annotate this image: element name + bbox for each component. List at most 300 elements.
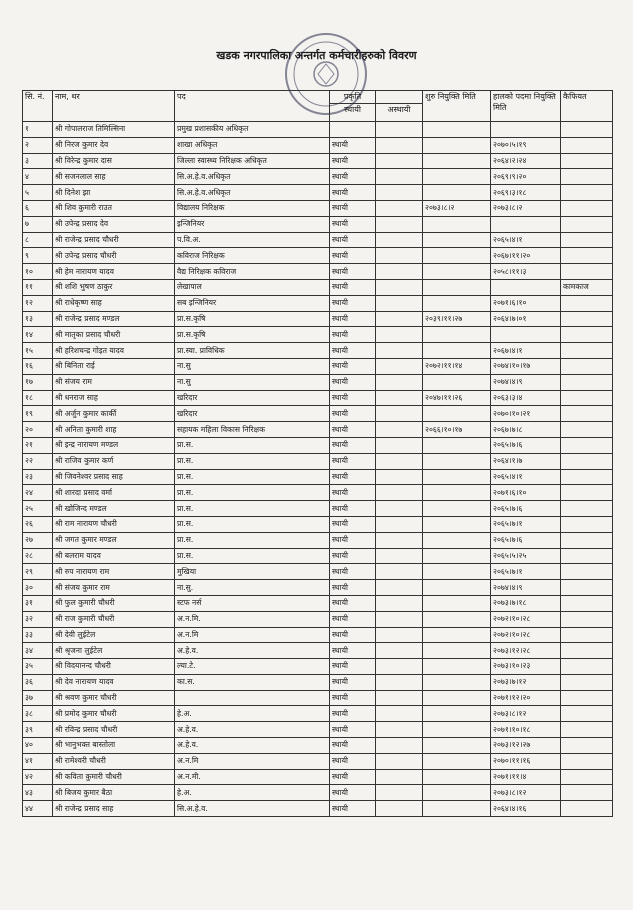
cell-permanent: स्थायी (330, 643, 376, 659)
cell-serial: १४ (23, 327, 53, 343)
cell-name: श्री निरज कुमार देव (53, 137, 175, 153)
cell-serial: २१ (23, 437, 53, 453)
table-row (23, 343, 613, 359)
cell-remarks (561, 295, 613, 311)
cell-remarks (561, 200, 613, 216)
cell-post: का.स. (175, 674, 330, 690)
cell-serial: १५ (23, 343, 53, 359)
table-row (23, 580, 613, 596)
table-row (23, 548, 613, 564)
cell-first-appointment (423, 327, 491, 343)
cell-temporary (376, 564, 423, 580)
cell-current-post-appointment (491, 327, 561, 343)
cell-post: अ.न.मि (175, 753, 330, 769)
cell-temporary (376, 469, 423, 485)
cell-temporary (376, 548, 423, 564)
table-row (23, 785, 613, 801)
table-row (23, 437, 613, 453)
cell-post: प्रा.स. (175, 548, 330, 564)
cell-serial: ३७ (23, 690, 53, 706)
header-first-appointment: शुरु नियुक्ति मिति (423, 91, 491, 122)
cell-permanent: स्थायी (330, 564, 376, 580)
cell-current-post-appointment: २०६९।९।२० (491, 169, 561, 185)
cell-temporary (376, 248, 423, 264)
cell-temporary (376, 532, 423, 548)
table-row (23, 169, 613, 185)
cell-current-post-appointment: २०७३।७।१२ (491, 674, 561, 690)
cell-current-post-appointment: २०६५।४।१ (491, 469, 561, 485)
cell-name: श्री बिजय कुमार बैठा (53, 785, 175, 801)
cell-name: श्री राजिव कुमार कर्ण (53, 453, 175, 469)
cell-first-appointment (423, 264, 491, 280)
cell-post: सहायक महिला विकास निरिक्षक (175, 422, 330, 438)
cell-permanent: स्थायी (330, 659, 376, 675)
cell-current-post-appointment: २०७१।११।४ (491, 769, 561, 785)
cell-post: प्रा.स. (175, 453, 330, 469)
cell-post: वैद्य निरिक्षक कविराज (175, 264, 330, 280)
cell-remarks (561, 611, 613, 627)
cell-permanent: स्थायी (330, 406, 376, 422)
cell-remarks (561, 137, 613, 153)
cell-serial: २४ (23, 485, 53, 501)
cell-current-post-appointment: २०६५।७।१ (491, 564, 561, 580)
cell-permanent (330, 122, 376, 138)
cell-permanent: स्थायी (330, 769, 376, 785)
cell-post: प्रा.स. (175, 516, 330, 532)
cell-post: प्रा.स. (175, 469, 330, 485)
cell-name: श्री जगत कुमार मण्डल (53, 532, 175, 548)
header-name: नाम, थर (53, 91, 175, 122)
cell-permanent: स्थायी (330, 279, 376, 295)
cell-remarks (561, 690, 613, 706)
cell-name: श्री राजेन्द्र प्रसाद मण्डल (53, 311, 175, 327)
cell-name: श्री बलराम यादव (53, 548, 175, 564)
cell-temporary (376, 327, 423, 343)
table-row (23, 501, 613, 517)
cell-current-post-appointment: २०६७।७।८ (491, 422, 561, 438)
cell-serial: ३५ (23, 659, 53, 675)
cell-current-post-appointment: २०७०।१०।२१ (491, 406, 561, 422)
cell-post: प्रा.स. (175, 437, 330, 453)
cell-current-post-appointment: २०७३।८।२ (491, 200, 561, 216)
cell-first-appointment (423, 153, 491, 169)
header-temporary-label: अस्थायी (387, 105, 411, 114)
cell-serial: ३३ (23, 627, 53, 643)
cell-temporary (376, 516, 423, 532)
cell-temporary (376, 643, 423, 659)
cell-post: प्रा.स्वा. प्राविधिक (175, 343, 330, 359)
table-row (23, 453, 613, 469)
cell-name: श्री उपेन्द्र प्रसाद देव (53, 216, 175, 232)
table-row (23, 295, 613, 311)
cell-name: श्री कविता कुमारी चौधरी (53, 769, 175, 785)
cell-post: ना.सु (175, 374, 330, 390)
cell-name: श्री अनिता कुमारी शाह (53, 422, 175, 438)
cell-first-appointment (423, 216, 491, 232)
cell-temporary (376, 485, 423, 501)
cell-current-post-appointment: २०६५।७।६ (491, 501, 561, 517)
cell-permanent: स्थायी (330, 485, 376, 501)
cell-current-post-appointment: २०७४।१०।१७ (491, 358, 561, 374)
cell-first-appointment (423, 706, 491, 722)
cell-current-post-appointment: २०६७।११।२० (491, 248, 561, 264)
cell-name: श्री देवी लुईटेल (53, 627, 175, 643)
table-row (23, 564, 613, 580)
table-row (23, 706, 613, 722)
cell-name: श्री भानुभक्त बास्तोला (53, 738, 175, 754)
cell-first-appointment (423, 769, 491, 785)
cell-remarks (561, 722, 613, 738)
cell-temporary (376, 122, 423, 138)
cell-permanent: स्थायी (330, 437, 376, 453)
page-title: खडक नगरपालिका अन्तर्गत कर्मचारीहरुको विवरण (216, 49, 417, 62)
cell-temporary (376, 722, 423, 738)
cell-permanent: स्थायी (330, 169, 376, 185)
cell-serial: १८ (23, 390, 53, 406)
cell-name: श्री राधेकृष्ण साह (53, 295, 175, 311)
header-remarks: कैफियत (561, 91, 613, 122)
cell-permanent: स्थायी (330, 295, 376, 311)
cell-current-post-appointment: २०६४।४।१६ (491, 801, 561, 817)
cell-current-post-appointment: २०७३।८।१२ (491, 706, 561, 722)
cell-post: ना.सु. (175, 580, 330, 596)
cell-current-post-appointment: २०७३।७।१८ (491, 595, 561, 611)
table-row (23, 216, 613, 232)
cell-remarks (561, 674, 613, 690)
cell-serial: ३६ (23, 674, 53, 690)
cell-first-appointment (423, 185, 491, 201)
cell-post: सि.अ.हे.व. (175, 801, 330, 817)
cell-name: श्री बिनिता राई (53, 358, 175, 374)
cell-temporary (376, 580, 423, 596)
cell-first-appointment (423, 595, 491, 611)
cell-first-appointment (423, 627, 491, 643)
cell-post: हे.अ. (175, 706, 330, 722)
cell-remarks (561, 422, 613, 438)
cell-serial: ३८ (23, 706, 53, 722)
cell-serial: १७ (23, 374, 53, 390)
cell-post: सि.अ.हे.व.अधिकृत (175, 185, 330, 201)
cell-remarks (561, 501, 613, 517)
cell-current-post-appointment: २०७३।१२।२७ (491, 738, 561, 754)
cell-name: श्री विरेन्द्र कुमार दास (53, 153, 175, 169)
cell-remarks (561, 216, 613, 232)
cell-first-appointment (423, 453, 491, 469)
cell-first-appointment (423, 738, 491, 754)
cell-first-appointment (423, 248, 491, 264)
cell-temporary (376, 406, 423, 422)
cell-temporary (376, 279, 423, 295)
cell-serial: ३१ (23, 595, 53, 611)
cell-permanent: स्थायी (330, 216, 376, 232)
cell-name: श्री शारदा प्रसाद वर्मा (53, 485, 175, 501)
cell-remarks (561, 801, 613, 817)
cell-serial: ३४ (23, 643, 53, 659)
cell-serial: ९ (23, 248, 53, 264)
cell-permanent: स्थायी (330, 232, 376, 248)
cell-name: श्री शशि भुषण ठाकुर (53, 279, 175, 295)
table-row (23, 753, 613, 769)
cell-remarks (561, 343, 613, 359)
table-row (23, 122, 613, 138)
cell-serial: ४२ (23, 769, 53, 785)
cell-first-appointment (423, 232, 491, 248)
cell-permanent: स्थायी (330, 516, 376, 532)
cell-temporary (376, 264, 423, 280)
cell-first-appointment (423, 611, 491, 627)
cell-post: मुखिया (175, 564, 330, 580)
cell-permanent: स्थायी (330, 422, 376, 438)
cell-name: श्री संजय कुमार राम (53, 580, 175, 596)
cell-temporary (376, 611, 423, 627)
table-row (23, 722, 613, 738)
cell-permanent: स्थायी (330, 738, 376, 754)
cell-permanent: स्थायी (330, 580, 376, 596)
cell-current-post-appointment: २०७०।५।१९ (491, 137, 561, 153)
cell-permanent: स्थायी (330, 185, 376, 201)
cell-current-post-appointment: २०७२।१०।२८ (491, 611, 561, 627)
cell-first-appointment (423, 437, 491, 453)
cell-first-appointment (423, 279, 491, 295)
cell-current-post-appointment: २०६४।२।२४ (491, 153, 561, 169)
employee-table (22, 90, 613, 817)
table-row (23, 248, 613, 264)
table-row (23, 769, 613, 785)
cell-post: शाखा अधिकृत (175, 137, 330, 153)
cell-name: श्री जिवनेश्वर प्रसाद साह (53, 469, 175, 485)
cell-first-appointment (423, 406, 491, 422)
cell-first-appointment: २०६६।१०।१७ (423, 422, 491, 438)
cell-first-appointment (423, 643, 491, 659)
cell-serial: ४ (23, 169, 53, 185)
cell-serial: ३९ (23, 722, 53, 738)
cell-name: श्री विदयानन्द चौधरी (53, 659, 175, 675)
cell-remarks: कामकाज (561, 279, 613, 295)
cell-serial: ४१ (23, 753, 53, 769)
cell-current-post-appointment: २०६३।३।४ (491, 390, 561, 406)
cell-current-post-appointment: २०६५।४।१ (491, 232, 561, 248)
cell-post: ना.सु (175, 358, 330, 374)
cell-temporary (376, 453, 423, 469)
cell-remarks (561, 564, 613, 580)
cell-permanent: स्थायी (330, 248, 376, 264)
cell-temporary (376, 216, 423, 232)
cell-post: इन्जिनियर (175, 216, 330, 232)
cell-first-appointment: २०७३।८।२ (423, 200, 491, 216)
cell-post: लेखापाल (175, 279, 330, 295)
cell-post: प्रा.स. (175, 532, 330, 548)
cell-permanent: स्थायी (330, 627, 376, 643)
cell-temporary (376, 501, 423, 517)
cell-first-appointment (423, 516, 491, 532)
table-row (23, 532, 613, 548)
cell-post: जिल्ला स्वास्थ्य निरिक्षक अधिकृत (175, 153, 330, 169)
cell-permanent: स्थायी (330, 343, 376, 359)
cell-serial: १६ (23, 358, 53, 374)
cell-post: अ.हे.व. (175, 722, 330, 738)
header-serial: सि. नं. (23, 91, 53, 122)
cell-first-appointment (423, 485, 491, 501)
cell-remarks (561, 264, 613, 280)
cell-name: श्री प्रमोद कुमार चौधरी (53, 706, 175, 722)
cell-serial: १० (23, 264, 53, 280)
cell-first-appointment (423, 501, 491, 517)
cell-permanent: स्थायी (330, 453, 376, 469)
cell-post: प्रा.स. (175, 485, 330, 501)
cell-name: श्री राम नारायण चौधरी (53, 516, 175, 532)
cell-first-appointment (423, 785, 491, 801)
cell-serial: २२ (23, 453, 53, 469)
table-row (23, 311, 613, 327)
cell-remarks (561, 753, 613, 769)
table-row (23, 611, 613, 627)
cell-temporary (376, 627, 423, 643)
cell-current-post-appointment: २०७४।४।९ (491, 374, 561, 390)
header-permanent: स्थायी (344, 105, 361, 114)
cell-temporary (376, 343, 423, 359)
cell-first-appointment (423, 137, 491, 153)
cell-current-post-appointment: २०६५।५।२५ (491, 548, 561, 564)
cell-serial: २८ (23, 548, 53, 564)
cell-temporary (376, 422, 423, 438)
cell-current-post-appointment: २०६९।३।१८ (491, 185, 561, 201)
table-row (23, 690, 613, 706)
cell-remarks (561, 516, 613, 532)
cell-permanent: स्थायी (330, 548, 376, 564)
cell-name: श्री हेम नारायण यादव (53, 264, 175, 280)
cell-name: श्री सजनलाल साह (53, 169, 175, 185)
cell-name: श्री श्रवण कुमार चौधरी (53, 690, 175, 706)
table-row (23, 643, 613, 659)
cell-first-appointment (423, 659, 491, 675)
cell-temporary (376, 595, 423, 611)
cell-permanent: स्थायी (330, 595, 376, 611)
cell-first-appointment (423, 580, 491, 596)
cell-current-post-appointment (491, 216, 561, 232)
cell-temporary (376, 185, 423, 201)
cell-remarks (561, 706, 613, 722)
cell-first-appointment: २०७२।११।१४ (423, 358, 491, 374)
cell-post: अ.न.मी. (175, 769, 330, 785)
cell-current-post-appointment: २०७३।१०।२३ (491, 659, 561, 675)
cell-current-post-appointment: २०७३।८।१२ (491, 785, 561, 801)
cell-first-appointment (423, 690, 491, 706)
cell-permanent: स्थायी (330, 264, 376, 280)
table-row (23, 358, 613, 374)
cell-remarks (561, 311, 613, 327)
cell-current-post-appointment: २०६५।७।६ (491, 532, 561, 548)
cell-first-appointment (423, 169, 491, 185)
cell-permanent: स्थायी (330, 501, 376, 517)
cell-current-post-appointment (491, 279, 561, 295)
cell-permanent: स्थायी (330, 153, 376, 169)
cell-permanent: स्थायी (330, 690, 376, 706)
cell-permanent: स्थायी (330, 374, 376, 390)
table-row (23, 801, 613, 817)
cell-current-post-appointment: २०६५।७।१ (491, 516, 561, 532)
cell-first-appointment (423, 548, 491, 564)
cell-temporary (376, 153, 423, 169)
cell-post: प्रा.स.कृषि (175, 311, 330, 327)
cell-temporary (376, 753, 423, 769)
cell-name: श्री रविन्द्र प्रसाद चौधरी (53, 722, 175, 738)
cell-current-post-appointment: २०७१।१०।१८ (491, 722, 561, 738)
cell-name: श्री इन्द्र नारायण मण्डल (53, 437, 175, 453)
cell-first-appointment (423, 343, 491, 359)
cell-temporary (376, 390, 423, 406)
cell-remarks (561, 548, 613, 564)
cell-permanent: स्थायी (330, 785, 376, 801)
cell-remarks (561, 485, 613, 501)
cell-post: अ.न.मि (175, 627, 330, 643)
cell-remarks (561, 769, 613, 785)
cell-remarks (561, 248, 613, 264)
cell-current-post-appointment: २०६४।१।७ (491, 453, 561, 469)
cell-post (175, 690, 330, 706)
cell-post: विद्यालय निरिक्षक (175, 200, 330, 216)
cell-name: श्री मातृका प्रसाद चौधरी (53, 327, 175, 343)
header-post: पद (175, 91, 330, 122)
cell-current-post-appointment: २०५८।११।३ (491, 264, 561, 280)
table-row (23, 469, 613, 485)
cell-temporary (376, 801, 423, 817)
table-row (23, 327, 613, 343)
cell-serial: ४४ (23, 801, 53, 817)
cell-current-post-appointment: २०६७।४।१ (491, 343, 561, 359)
cell-current-post-appointment: २०७०।११।१६ (491, 753, 561, 769)
cell-remarks (561, 374, 613, 390)
cell-temporary (376, 169, 423, 185)
cell-permanent: स्थायी (330, 200, 376, 216)
cell-first-appointment (423, 801, 491, 817)
cell-first-appointment (423, 564, 491, 580)
table-row (23, 279, 613, 295)
cell-permanent: स्थायी (330, 137, 376, 153)
cell-serial: १ (23, 122, 53, 138)
cell-current-post-appointment: २०६५।७।६ (491, 437, 561, 453)
cell-temporary (376, 374, 423, 390)
table-row (23, 674, 613, 690)
header-nature (330, 91, 376, 122)
table-row (23, 738, 613, 754)
cell-remarks (561, 785, 613, 801)
cell-name: श्री श्रृजना लुईटेल (53, 643, 175, 659)
table-row (23, 485, 613, 501)
cell-temporary (376, 738, 423, 754)
cell-post: सि.अ.हे.व.अधिकृत (175, 169, 330, 185)
cell-permanent: स्थायी (330, 722, 376, 738)
cell-post: सब इन्जिनियर (175, 295, 330, 311)
cell-first-appointment (423, 469, 491, 485)
cell-permanent: स्थायी (330, 532, 376, 548)
cell-post: हे.अ. (175, 785, 330, 801)
table-row (23, 659, 613, 675)
cell-serial: १९ (23, 406, 53, 422)
cell-remarks (561, 532, 613, 548)
table-row (23, 232, 613, 248)
cell-first-appointment (423, 532, 491, 548)
cell-temporary (376, 358, 423, 374)
table-row (23, 374, 613, 390)
cell-remarks (561, 580, 613, 596)
cell-temporary (376, 690, 423, 706)
table-row (23, 200, 613, 216)
cell-serial: ४३ (23, 785, 53, 801)
cell-first-appointment: २०३९।११।२७ (423, 311, 491, 327)
cell-post: अ.न.मि. (175, 611, 330, 627)
cell-temporary (376, 137, 423, 153)
cell-remarks (561, 453, 613, 469)
